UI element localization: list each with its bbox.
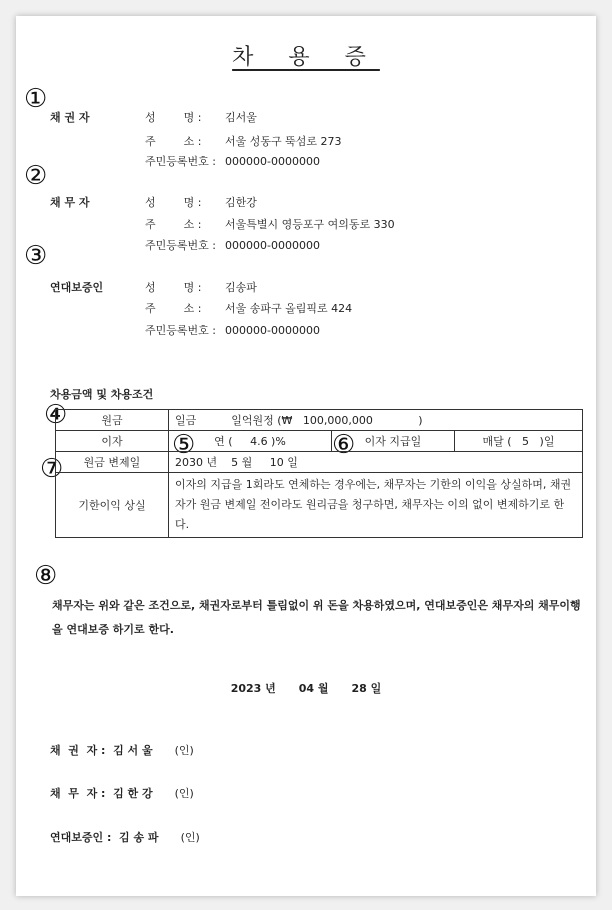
guarantor-name: 김송파 xyxy=(225,281,257,294)
field-key: 주민등록번호 : xyxy=(145,239,216,252)
repay-label: 원금 변제일 xyxy=(56,452,169,473)
marker-8: ⑧ xyxy=(34,561,58,591)
table-row xyxy=(56,473,583,538)
creditor-id-row xyxy=(145,153,320,169)
table-row xyxy=(56,410,583,431)
conditions-title: 차용금액 및 차용조건 xyxy=(50,388,154,401)
document-title: 차 용 증 xyxy=(232,45,380,70)
seal-mark: (인) xyxy=(174,787,194,800)
principal-value: 일금 일억원정 (₩ 100,000,000 ) xyxy=(169,410,583,431)
debtor-name-row xyxy=(145,194,257,210)
interest-pay-value: 매달 ( 5 )일 xyxy=(455,431,583,452)
marker-4: ④ xyxy=(44,400,68,430)
repay-value: 2030 년 5 월 10 일 xyxy=(169,452,583,473)
debtor-address-row xyxy=(145,216,395,232)
field-key: 주민등록번호 : xyxy=(145,155,216,168)
field-key: 성 명 : xyxy=(145,281,202,294)
creditor-label: 채 권 자 xyxy=(50,111,90,124)
loan-clause: 채무자는 위와 같은 조건으로, 채권자로부터 틀림없이 위 돈을 차용하였으며, 연대보증인은 채무자의 채무이행을 연대보증 하기로 한다. xyxy=(52,599,581,636)
debtor-id: 000000-0000000 xyxy=(225,239,320,252)
seal-mark: (인) xyxy=(180,831,200,844)
guarantor-name-row xyxy=(145,279,257,295)
creditor-name: 김서울 xyxy=(225,111,257,124)
guarantor-id: 000000-0000000 xyxy=(225,324,320,337)
signature-creditor xyxy=(50,742,194,758)
field-key: 주 소 : xyxy=(145,218,202,231)
marker-5: ⑤ xyxy=(172,430,196,460)
principal-label: 원금 xyxy=(56,410,169,431)
interest-label: 이자 xyxy=(56,431,169,452)
marker-2: ② xyxy=(24,161,48,191)
debtor-id-row xyxy=(145,237,320,253)
marker-6: ⑥ xyxy=(332,430,356,460)
interest-value: 연 ( 4.6 )% xyxy=(169,431,332,452)
guarantor-address-row xyxy=(145,300,352,316)
marker-1: ① xyxy=(24,84,48,114)
field-key: 성 명 : xyxy=(145,196,202,209)
signature-debtor xyxy=(50,785,194,801)
guarantor-id-row xyxy=(145,322,320,338)
document-date: 2023 년 04 월 28 일 xyxy=(230,682,382,695)
debtor-name: 김한강 xyxy=(225,196,257,209)
creditor-name-row xyxy=(145,109,257,125)
conditions-table xyxy=(55,409,583,538)
acceleration-label: 기한이익 상실 xyxy=(56,473,169,538)
table-row xyxy=(56,431,583,452)
acceleration-value: 이자의 지급을 1회라도 연체하는 경우에는, 채무자는 기한의 이익을 상실하며, 채권자가 원금 변제일 전이라도 원리금을 청구하면, 채무자는 이의 없이 변제하기로 한다. xyxy=(169,473,583,538)
interest-pay-label: 이자 지급일 xyxy=(332,431,455,452)
signature-label: 채 권 자 : 김 서 울 xyxy=(50,744,153,757)
signature-label: 채 무 자 : 김 한 강 xyxy=(50,787,153,800)
creditor-id: 000000-0000000 xyxy=(225,155,320,168)
debtor-label: 채 무 자 xyxy=(50,196,90,209)
field-key: 주 소 : xyxy=(145,135,202,148)
field-key: 주민등록번호 : xyxy=(145,324,216,337)
field-key: 주 소 : xyxy=(145,302,202,315)
seal-mark: (인) xyxy=(174,744,194,757)
guarantor-label: 연대보증인 xyxy=(50,281,104,294)
marker-7: ⑦ xyxy=(40,454,64,484)
creditor-address-row xyxy=(145,133,342,149)
debtor-address: 서울특별시 영등포구 여의동로 330 xyxy=(225,218,395,231)
signature-guarantor xyxy=(50,829,200,845)
field-key: 성 명 : xyxy=(145,111,202,124)
signature-label: 연대보증인 : 김 송 파 xyxy=(50,831,159,844)
creditor-address: 서울 성동구 뚝섬로 273 xyxy=(225,135,342,148)
marker-3: ③ xyxy=(24,241,48,271)
guarantor-address: 서울 송파구 올림픽로 424 xyxy=(225,302,353,315)
table-row xyxy=(56,452,583,473)
